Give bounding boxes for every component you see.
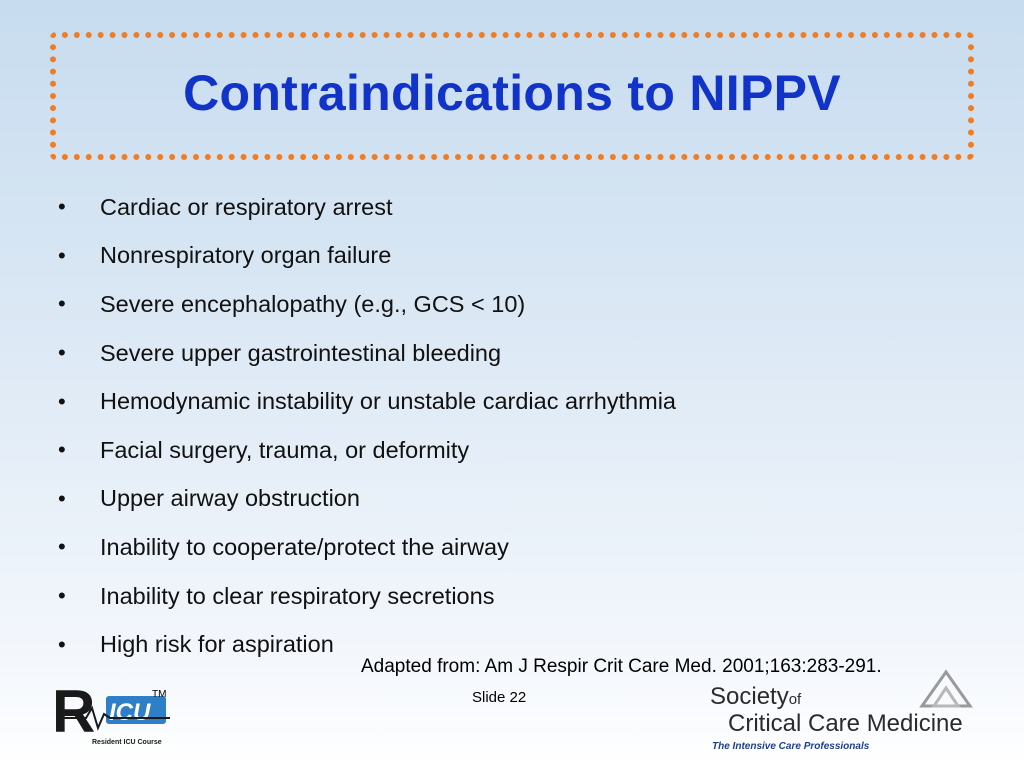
bullet-dot: •: [58, 194, 66, 220]
bullet-text: High risk for aspiration: [100, 631, 334, 658]
bullet-list: [58, 183, 676, 669]
bullet-text: Severe encephalopathy (e.g., GCS < 10): [100, 290, 526, 317]
bullet-item: [58, 426, 676, 475]
bullet-text: Upper airway obstruction: [100, 485, 360, 512]
sccm-of: of: [788, 691, 802, 708]
bullet-dot: •: [58, 583, 66, 609]
bullet-dot: •: [58, 485, 66, 511]
bullet-dot: •: [58, 242, 66, 268]
bullet-item: [58, 523, 676, 572]
ricu-logo: [46, 674, 296, 754]
bullet-item: [58, 329, 676, 378]
bullet-item: [58, 280, 676, 329]
ricu-r-letter: R: [52, 678, 96, 745]
sccm-triangle-icon: [914, 668, 978, 708]
bullet-item: [58, 232, 676, 281]
sccm-tagline: The Intensive Care Professionals: [712, 741, 870, 752]
bullet-text: Inability to cooperate/protect the airway: [100, 533, 509, 560]
bullet-dot: •: [58, 388, 66, 414]
bullet-text: Nonrespiratory organ failure: [100, 242, 392, 269]
ricu-subtitle: Resident ICU Course: [92, 739, 162, 746]
citation: Adapted from: Am J Respir Crit Care Med. 2001;163:283-291.: [361, 656, 882, 677]
bullet-dot: •: [58, 291, 66, 317]
sccm-society: Societyof: [710, 683, 802, 710]
bullet-text: Severe upper gastrointestinal bleeding: [100, 339, 502, 366]
bullet-item: [58, 475, 676, 524]
bullet-text: Inability to clear respiratory secretions: [100, 582, 495, 609]
bullet-dot: •: [58, 631, 66, 657]
slide-number: Slide 22: [472, 689, 527, 706]
bullet-dot: •: [58, 534, 66, 560]
bullet-item: [58, 183, 676, 232]
bullet-dot: •: [58, 340, 66, 366]
bullet-text: Hemodynamic instability or unstable cardiac arrhythmia: [100, 388, 676, 415]
slide-title: Contraindications to NIPPV: [183, 65, 841, 121]
trademark: TM: [152, 689, 167, 700]
ricu-icu-text: ICU: [109, 699, 151, 726]
sccm-critical-care: Critical Care Medicine: [728, 710, 963, 737]
bullet-text: Cardiac or respiratory arrest: [100, 193, 393, 220]
bullet-text: Facial surgery, trauma, or deformity: [100, 436, 470, 463]
bullet-item: [58, 377, 676, 426]
sccm-logo: [706, 668, 982, 756]
bullet-dot: •: [58, 437, 66, 463]
bullet-item: [58, 572, 676, 621]
